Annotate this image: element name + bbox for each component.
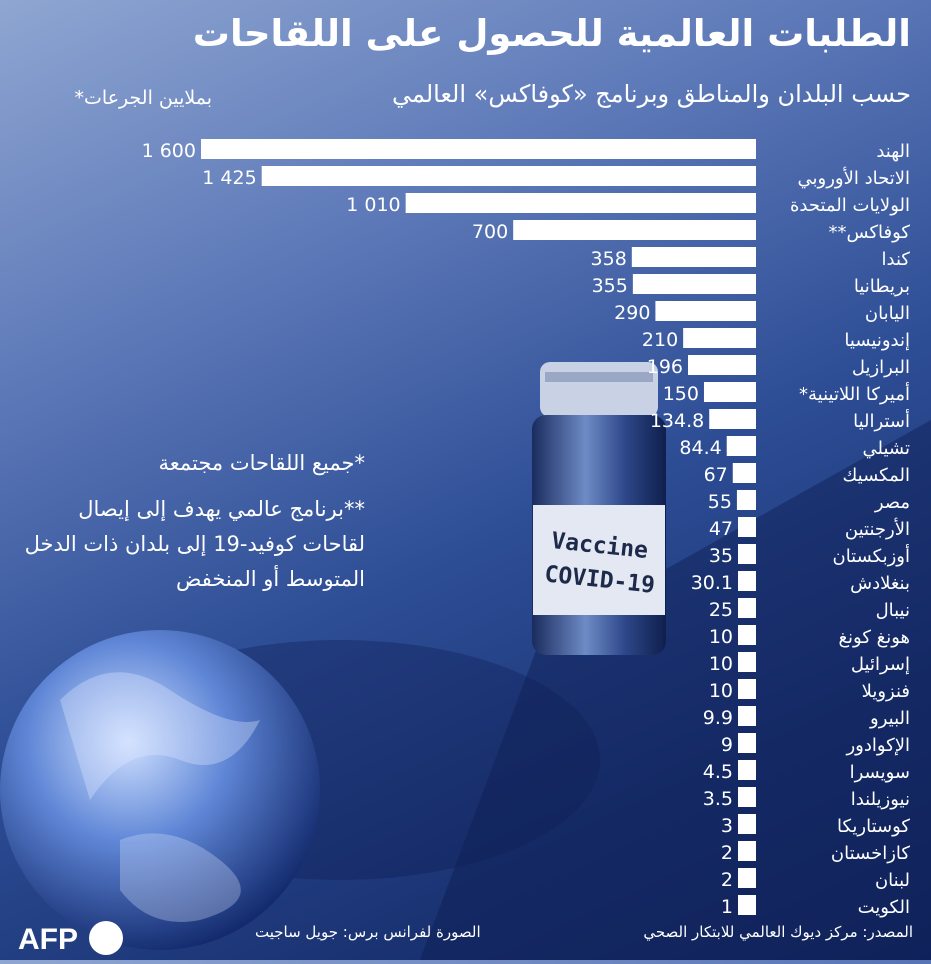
category-label: هونغ كونغ [838,627,910,648]
photo-credit: الصورة لفرانس برس: جويل ساجيت [255,923,481,941]
bar [738,679,756,699]
bar-value-label: 9.9 [702,707,733,729]
category-label: الهند [876,141,910,162]
bar [738,625,756,645]
bar [632,247,756,267]
bar [738,544,756,564]
afp-logo [18,918,126,958]
bar [738,841,756,861]
category-label: أوزبكستان [832,546,910,567]
category-label: المكسيك [842,465,910,486]
bar [727,436,756,456]
bar-value-label: 1 010 [346,194,401,216]
bar [738,760,756,780]
bar [633,274,756,294]
category-label: بنغلادش [850,573,910,594]
category-label: كندا [881,249,910,270]
category-label: مصر [874,492,910,513]
bar-value-label: 35 [708,545,733,567]
category-label: كوستاريكا [837,816,910,837]
bar-value-label: 4.5 [702,761,733,783]
bar [704,382,756,402]
bar [738,706,756,726]
bar-value-label: 2 [720,842,733,864]
category-label: أستراليا [853,411,910,432]
bar [683,328,756,348]
bar-value-label: 2 [720,869,733,891]
category-label: الأرجنتين [844,519,910,540]
bar-value-label: 1 425 [202,167,257,189]
bar-value-label: 290 [614,302,651,324]
bar [513,220,756,240]
category-label: الكويت [857,897,910,918]
category-label: الاتحاد الأوروبي [797,168,910,189]
category-label: فنزويلا [861,681,910,702]
bar [738,814,756,834]
bar-value-label: 210 [641,329,679,351]
bar-value-label: 10 [708,653,733,675]
bar [738,868,756,888]
bar-value-label: 1 600 [141,140,196,162]
bar-value-label: 358 [590,248,627,270]
category-label: كوفاكس** [828,222,910,243]
bar-value-label: 700 [471,221,509,243]
bar-value-label: 25 [708,599,733,621]
category-label: أميركا اللاتينية* [799,384,910,405]
category-label: اليابان [864,303,910,324]
bar-value-label: 30.1 [690,572,733,594]
source-credit: المصدر: مركز ديوك العالمي للابتكار الصحي [643,923,913,941]
afp-logo-circle [89,921,123,955]
category-label: تشيلي [862,438,910,459]
bar-value-label: 55 [707,491,732,513]
bar [738,733,756,753]
category-label: الولايات المتحدة [789,195,910,216]
bar-value-label: 3.5 [702,788,733,810]
footnote-all-vaccines: *جميع اللقاحات مجتمعة [158,451,365,475]
bar [709,409,756,429]
category-label: نيوزيلندا [850,789,910,810]
bar [738,652,756,672]
bar [406,193,756,213]
bar-value-label: 84.4 [679,437,722,459]
bar [201,139,756,159]
bar-value-label: 10 [708,626,733,648]
footnote-covax: **برنامج عالمي يهدف إلى إيصال لقاحات كوفيد-19 إلى بلدان ذات الدخل المتوسط أو المنخفض [24,497,365,591]
vial-text-line2: COVID-19 [543,561,657,599]
bar-value-label: 9 [720,734,733,756]
afp-logo-text: AFP [18,923,78,956]
bar-value-label: 134.8 [649,410,705,432]
bar-value-label: 3 [720,815,733,837]
vial-text-line1: Vaccine [550,528,650,565]
chart-title: الطلبات العالمية للحصول على اللقاحات [192,12,911,55]
category-label: كازاخستان [830,843,910,864]
unit-label: بملايين الجرعات* [74,87,212,109]
chart-subtitle: حسب البلدان والمناطق وبرنامج «كوفاكس» العالمي [391,80,911,108]
category-label: نيبال [875,600,910,621]
category-label: البيرو [870,708,910,729]
bar-value-label: 1 [720,896,733,918]
bar-value-label: 150 [662,383,699,405]
bar [737,490,756,510]
bar [738,895,756,915]
bar-value-label: 355 [591,275,628,297]
category-label: إندونيسيا [844,330,910,351]
bar [733,463,756,483]
bar [688,355,756,375]
bar-value-label: 47 [708,518,733,540]
category-label: إسرائيل [850,654,910,675]
bar-value-label: 196 [646,356,684,378]
category-label: سويسرا [849,762,910,783]
bar [738,787,756,807]
category-label: البرازيل [851,357,910,378]
bar [262,166,756,186]
bar-value-label: 10 [708,680,733,702]
category-label: الإكوادور [846,735,910,756]
bar [738,571,756,591]
bar [655,301,756,321]
bar [738,598,756,618]
category-label: لبنان [874,870,910,891]
bar [738,517,756,537]
category-label: بريطانيا [853,276,910,297]
bar-value-label: 67 [703,464,728,486]
